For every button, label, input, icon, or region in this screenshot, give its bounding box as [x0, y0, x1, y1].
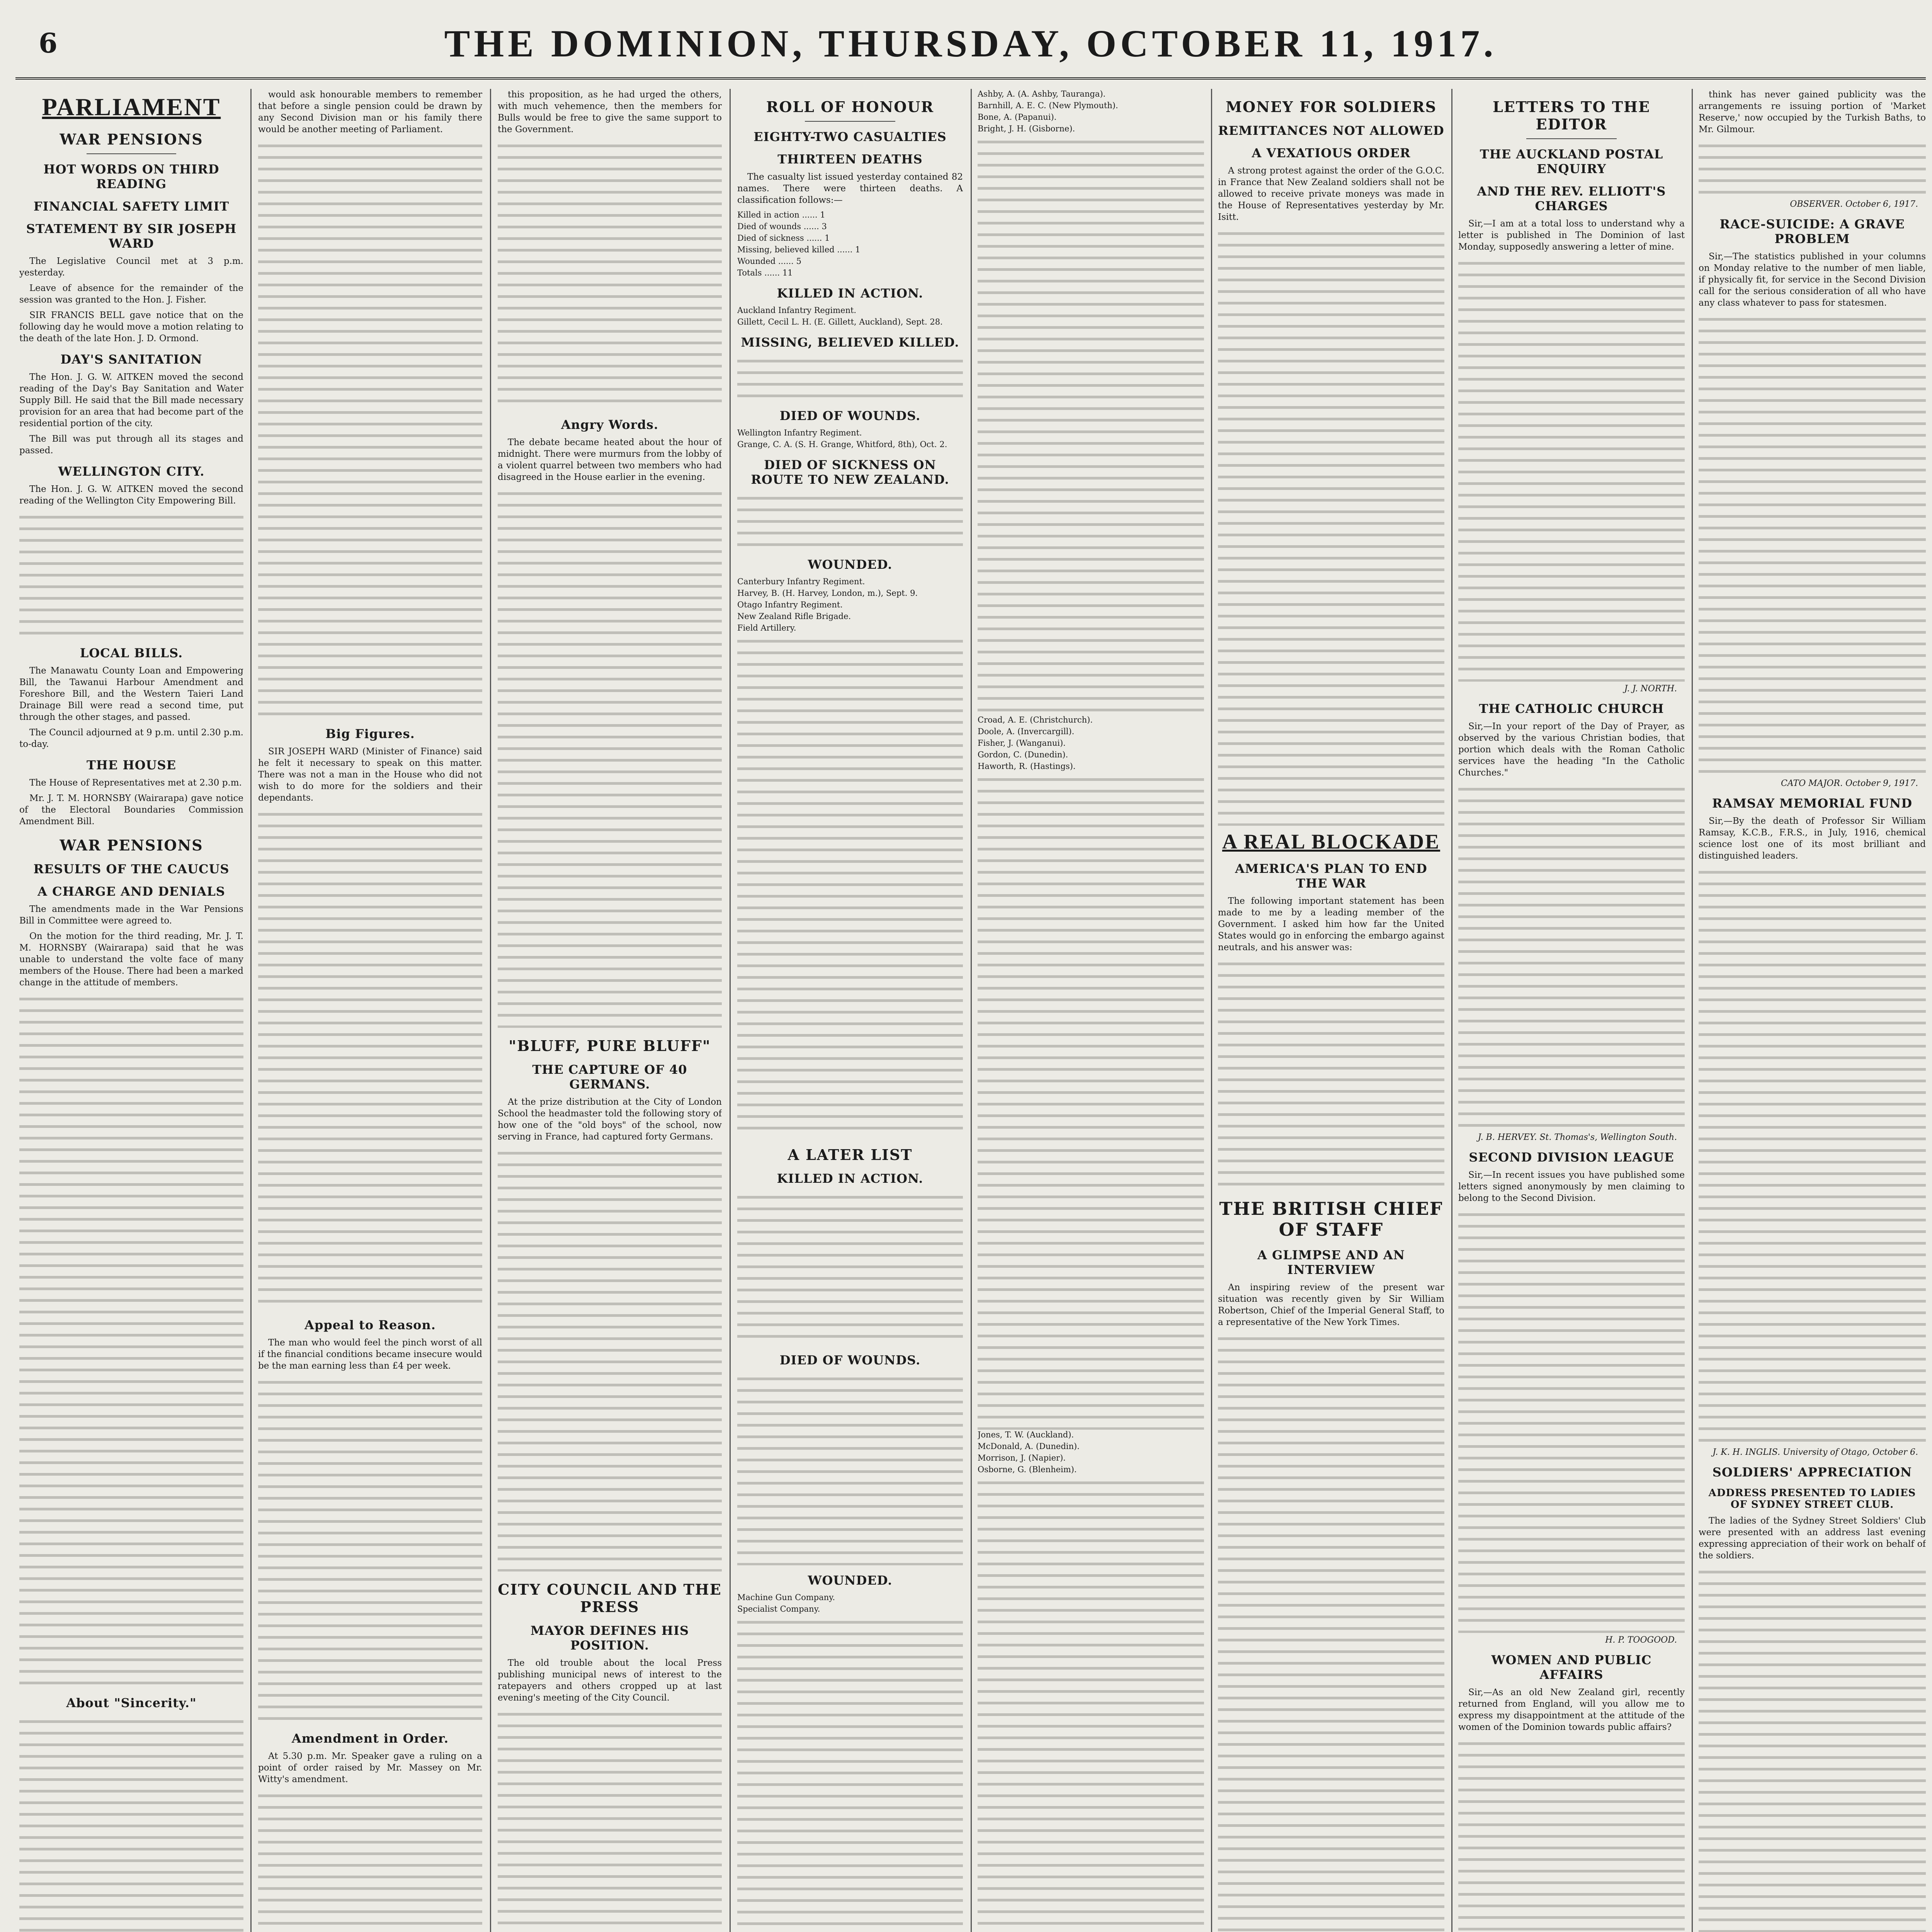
subheadline: WELLINGTON CITY.: [58, 464, 205, 479]
subheadline: Angry Words.: [561, 417, 659, 432]
divider: [87, 153, 176, 154]
letter-paragraph: think has never gained publicity was the arrangements re issuing portion of 'Market Reserve,' now occupied by the Turkish Baths, to Mr. Gilmour.: [1699, 90, 1926, 134]
list-heading: WOUNDED.: [808, 557, 893, 572]
text-block: [498, 487, 722, 1028]
section-heading-parliament: PARLIAMENT: [42, 93, 221, 121]
subheadline: EIGHTY-TWO CASUALTIES: [753, 129, 947, 144]
summary-row: Missing, believed killed ...... 1: [737, 245, 861, 254]
headline-bluff: "BLUFF, PURE BLUFF": [509, 1037, 711, 1054]
summary-row: Died of sickness ...... 1: [737, 233, 830, 243]
signature: H. P. TOOGOOD.: [1605, 1635, 1677, 1645]
text-block: [19, 992, 243, 1688]
list-item: New Zealand Rifle Brigade.: [737, 612, 851, 621]
column-casualty-names: [978, 89, 1204, 1932]
article-paragraph: A strong protest against the order of the G.O.C. in France that New Zealand soldiers shall not be allowed to receive private moneys was made in the House of Representatives yesterday by Mr. Isitt.: [1218, 166, 1444, 222]
letter-paragraph: Sir,—The statistics published in your columns on Monday relative to the number of men liable, if physically fit, for service in the Second Division call for the serious consideration of all who have any class whatever to pass for statesmen.: [1699, 252, 1926, 308]
list-item: Harvey, B. (H. Harvey, London, m.), Sept. 9.: [737, 588, 918, 598]
column-rule: [1211, 89, 1212, 1932]
text-block: [1699, 866, 1926, 1445]
list-item: Barnhill, A. E. C. (New Plymouth).: [978, 101, 1118, 110]
signature: CATO MAJOR. October 9, 1917.: [1781, 779, 1918, 788]
list-heading: KILLED IN ACTION.: [777, 1171, 923, 1186]
column-parliament: [19, 89, 243, 1932]
text-block: [978, 773, 1204, 1430]
text-block: [258, 808, 482, 1310]
signature: OBSERVER. October 6, 1917.: [1790, 199, 1918, 209]
subheadline: DAY'S SANITATION: [60, 352, 202, 367]
subheadline: Appeal to Reason.: [304, 1318, 436, 1332]
article-paragraph: At 5.30 p.m. Mr. Speaker gave a ruling on a point of order raised by Mr. Massey on Mr. Witty's amendment.: [258, 1751, 482, 1784]
column-rule: [1451, 89, 1452, 1932]
column-rule: [250, 89, 252, 1932]
article-paragraph: At the prize distribution at the City of London School the headmaster told the following story of how one of the "old boys" of the school, now serving in France, had captured forty Germans.: [498, 1097, 722, 1142]
text-block: [498, 1146, 722, 1571]
subheadline: THE CAPTURE OF 40 GERMANS.: [532, 1062, 687, 1092]
article-paragraph: this proposition, as he had urged the others, with much vehemence, then the members for Bulls would be free to give the same support to the Government.: [498, 90, 722, 134]
subheadline: WOMEN AND PUBLIC AFFAIRS: [1491, 1653, 1652, 1682]
column-rule: [490, 89, 491, 1932]
headline-war-pensions: WAR PENSIONS: [60, 131, 203, 148]
list-item: Fisher, J. (Wanganui).: [978, 738, 1066, 748]
list-heading: DIED OF WOUNDS.: [779, 1353, 921, 1367]
article-paragraph: The House of Representatives met at 2.30 p.m.: [29, 778, 242, 788]
headline-war-pensions: WAR PENSIONS: [60, 837, 203, 854]
column-letters-to-editor: [1458, 89, 1685, 1932]
text-block: [258, 1376, 482, 1723]
text-block: [258, 1789, 482, 1932]
headline-letters-to-editor: LETTERS TO THE EDITOR: [1493, 98, 1650, 133]
text-block: [737, 1616, 963, 1932]
list-item: Croad, A. E. (Christchurch).: [978, 715, 1093, 724]
list-item: Field Artillery.: [737, 623, 796, 633]
summary-row: Died of wounds ...... 3: [737, 222, 827, 231]
text-block: [1458, 1208, 1685, 1633]
list-item: Auckland Infantry Regiment.: [737, 306, 857, 315]
list-item: Osborne, G. (Blenheim).: [978, 1465, 1077, 1474]
divider: [1526, 138, 1617, 139]
subheadline: Amendment in Order.: [291, 1731, 449, 1746]
text-block: [1218, 957, 1444, 1189]
column-parliament-continued: [258, 89, 482, 1932]
subheadline: RESULTS OF THE CAUCUS: [33, 862, 230, 876]
text-block: [737, 354, 963, 401]
article-paragraph: The Hon. J. G. W. AITKEN moved the second reading of the Day's Bay Sanitation and Water Supply Bill. He said that the Bill made necessary provision for an area that had become part of the residential portion of the city.: [19, 372, 243, 429]
masthead: [15, 8, 1926, 80]
text-block: [978, 1476, 1204, 1932]
list-heading: DIED OF WOUNDS.: [779, 408, 921, 423]
subheadline: SOLDIERS' APPRECIATION: [1712, 1465, 1912, 1480]
article-paragraph: Mr. J. T. M. HORNSBY (Wairarapa) gave notice of the Electoral Boundaries Commission Amendment Bill.: [19, 793, 243, 827]
article-paragraph: The Hon. J. G. W. AITKEN moved the second reading of the Wellington City Empowering Bill.: [19, 484, 243, 506]
subheadline: THIRTEEN DEATHS: [777, 152, 923, 167]
column-roll-of-honour: [737, 89, 963, 1932]
list-item: Gordon, C. (Dunedin).: [978, 750, 1068, 759]
subheadline: A VEXATIOUS ORDER: [1252, 146, 1411, 160]
divider: [805, 121, 895, 122]
subheadline: RAMSAY MEMORIAL FUND: [1712, 796, 1912, 811]
subheadline: RACE-SUICIDE: A GRAVE PROBLEM: [1719, 217, 1905, 246]
letter-paragraph: Sir,—I am at a total loss to understand why a letter is published in The Dominion of last Monday, supposedly answering a letter of mine.: [1458, 219, 1685, 252]
text-block: [1458, 782, 1685, 1130]
subheadline: A CHARGE AND DENIALS: [37, 884, 225, 899]
text-block: [258, 139, 482, 719]
list-item: Machine Gun Company.: [737, 1593, 835, 1602]
headline-roll-of-honour: ROLL OF HONOUR: [766, 98, 934, 116]
list-item: Specialist Company.: [737, 1604, 820, 1614]
text-block: [498, 139, 722, 410]
article-paragraph: Leave of absence for the remainder of the session was granted to the Hon. J. Fisher.: [19, 283, 243, 305]
letter-paragraph: Sir,—In your report of the Day of Prayer, as observed by the various Christian bodies, that portion which deals with the Roman Catholic services have the heading "In the Catholic Churches.": [1458, 721, 1685, 778]
article-paragraph: The Legislative Council met at 3 p.m. yesterday.: [19, 256, 243, 278]
subheadline: Big Figures.: [325, 726, 415, 741]
list-item: Wellington Infantry Regiment.: [737, 428, 862, 437]
text-block: [737, 492, 963, 549]
text-block: [737, 1190, 963, 1345]
text-block: [1218, 1332, 1444, 1932]
article-paragraph: On the motion for the third reading, Mr. J. T. M. HORNSBY (Wairarapa) said that he was unable to understand the volte face of many members of the House. There had been a marked change in the attitude of members.: [19, 931, 243, 988]
subheadline: ADDRESS PRESENTED TO LADIES OF SYDNEY STREET CLUB.: [1708, 1487, 1916, 1510]
column-rule: [971, 89, 972, 1932]
headline-city-council: CITY COUNCIL AND THE PRESS: [498, 1581, 722, 1616]
article-paragraph: The following important statement has been made to me by a leading member of the Government. I asked him how far the United States would go in enforcing the embargo against neutrals, and his answer was:: [1218, 896, 1444, 952]
signature: J. B. HERVEY. St. Thomas's, Wellington South.: [1478, 1133, 1677, 1142]
article-paragraph: The ladies of the Sydney Street Soldiers' Club were presented with an address last evening expressing appreciation of their work on behalf of the soldiers.: [1699, 1516, 1926, 1561]
subheadline: AMERICA'S PLAN TO END THE WAR: [1235, 861, 1427, 891]
list-item: Otago Infantry Regiment.: [737, 600, 843, 609]
article-paragraph: The debate became heated about the hour of midnight. There were murmurs from the lobby of a violent quarrel between two members who had disagreed in the House earlier in the evening.: [498, 437, 722, 482]
subheadline: LOCAL BILLS.: [80, 646, 183, 660]
column-rule: [730, 89, 731, 1932]
list-heading: MISSING, BELIEVED KILLED.: [741, 335, 959, 350]
article-paragraph: The Bill was put through all its stages and passed.: [19, 434, 243, 456]
letter-paragraph: Sir,—In recent issues you have published some letters signed anonymously by men claiming to belong to the Second Division.: [1458, 1170, 1685, 1203]
letter-paragraph: Sir,—As an old New Zealand girl, recently returned from England, will you allow me to express my disappointment at the attitude of the women of the Dominion towards public affairs?: [1458, 1687, 1685, 1732]
text-block: [737, 1372, 963, 1565]
article-paragraph: The Manawatu County Loan and Empowering Bill, the Tawanui Harbour Amendment and Foreshore Bill, and the Western Taieri Land Drainage Bill were read a second time, put through the other stages, and passed.: [19, 666, 243, 722]
casualty-summary-table: [737, 210, 963, 278]
list-heading: KILLED IN ACTION.: [777, 286, 923, 301]
list-item: Gillett, Cecil L. H. (E. Gillett, Auckland), Sept. 28.: [737, 317, 943, 327]
subheadline: MAYOR DEFINES HIS POSITION.: [530, 1623, 689, 1653]
signature: J. K. H. INGLIS. University of Otago, October 6.: [1713, 1447, 1918, 1457]
article-paragraph: The amendments made in the War Pensions Bill in Committee were agreed to.: [19, 904, 243, 926]
text-block: [978, 135, 1204, 715]
article-paragraph: would ask honourable members to remember that before a single pension could be drawn by any Second Division man or his family there would be another meeting of Parliament.: [258, 90, 482, 134]
text-block: [1458, 1737, 1685, 1932]
summary-row: Killed in action ...... 1: [737, 210, 825, 219]
text-block: [1218, 227, 1444, 826]
summary-row: Totals ...... 11: [737, 268, 793, 277]
list-heading: WOUNDED.: [808, 1573, 893, 1588]
list-item: Canterbury Infantry Regiment.: [737, 577, 865, 586]
subheadline: A GLIMPSE AND AN INTERVIEW: [1257, 1248, 1405, 1277]
list-heading: DIED OF SICKNESS ON ROUTE TO NEW ZEALAND.: [751, 457, 949, 487]
list-item: Haworth, R. (Hastings).: [978, 762, 1076, 771]
text-block: [19, 510, 243, 638]
text-block: [1699, 139, 1926, 197]
list-item: Morrison, J. (Napier).: [978, 1453, 1066, 1463]
column-money-for-soldiers: [1218, 89, 1444, 1932]
list-item: Jones, T. W. (Auckland).: [978, 1430, 1074, 1439]
column-news: [498, 89, 722, 1932]
page-number: 6: [39, 27, 58, 59]
text-block: [1458, 257, 1685, 682]
subheadline: About "Sincerity.": [66, 1696, 197, 1710]
subheadline: AND THE REV. ELLIOTT'S CHARGES: [1477, 184, 1666, 213]
text-block: [737, 634, 963, 1137]
subheadline: STATEMENT BY SIR JOSEPH WARD: [26, 221, 237, 251]
list-item: McDonald, A. (Dunedin).: [978, 1442, 1080, 1451]
subheadline: HOT WORDS ON THIRD READING: [43, 162, 219, 191]
headline-later-list: A LATER LIST: [787, 1146, 913, 1163]
list-item: Ashby, A. (A. Ashby, Tauranga).: [978, 89, 1106, 99]
headline-chief-of-staff: THE BRITISH CHIEF OF STAFF: [1219, 1198, 1443, 1240]
article-paragraph: SIR FRANCIS BELL gave notice that on the following day he would move a motion relating to the death of the late Hon. J. D. Ormond.: [19, 310, 243, 344]
newspaper-dateline: THE DOMINION, THURSDAY, OCTOBER 11, 1917.: [444, 22, 1497, 65]
article-paragraph: The casualty list issued yesterday contained 82 names. There were thirteen deaths. A classification follows:—: [737, 172, 963, 205]
headline-real-blockade: A REAL BLOCKADE: [1222, 830, 1440, 853]
summary-row: Wounded ...... 5: [737, 257, 801, 266]
article-paragraph: An inspiring review of the present war situation was recently given by Sir William Robertson, Chief of the Imperial General Staff, to a representative of the New York Times.: [1218, 1282, 1444, 1327]
article-paragraph: The old trouble about the local Press publishing municipal news of interest to the ratepayers and others cropped up at last evening's meeting of the City Council.: [498, 1658, 722, 1703]
list-item: Doole, A. (Invercargill).: [978, 727, 1075, 736]
text-block: [1699, 313, 1926, 776]
subheadline: FINANCIAL SAFETY LIMIT: [33, 199, 230, 214]
text-block: [1699, 1565, 1926, 1932]
signature: J. J. NORTH.: [1624, 684, 1677, 694]
headline-money-for-soldiers: MONEY FOR SOLDIERS: [1225, 98, 1437, 116]
article-paragraph: SIR JOSEPH WARD (Minister of Finance) said he felt it necessary to speak on this matter. There was not a man in the House who did not wish to do more for the soldiers and their dependants.: [258, 747, 482, 803]
article-paragraph: The Council adjourned at 9 p.m. until 2.30 p.m. to-day.: [19, 728, 243, 749]
article-paragraph: The man who would feel the pinch worst of all if the financial conditions became insecure would be the man earning less than £4 per week.: [258, 1338, 482, 1371]
column-correspondence: [1699, 89, 1926, 1932]
column-rule: [1692, 89, 1693, 1932]
subheadline: THE AUCKLAND POSTAL ENQUIRY: [1480, 147, 1663, 176]
subheadline: THE CATHOLIC CHURCH: [1479, 701, 1664, 716]
list-item: Bone, A. (Papanui).: [978, 112, 1057, 122]
subheadline: REMITTANCES NOT ALLOWED: [1218, 123, 1444, 138]
list-item: Bright, J. H. (Gisborne).: [978, 124, 1075, 133]
list-item: Grange, C. A. (S. H. Grange, Whitford, 8th), Oct. 2.: [737, 440, 947, 449]
letter-paragraph: Sir,—By the death of Professor Sir William Ramsay, K.C.B., F.R.S., in July, 1916, chemical science lost one of its most brilliant and distinguished leaders.: [1699, 816, 1926, 861]
text-block: [498, 1708, 722, 1932]
subheadline: SECOND DIVISION LEAGUE: [1469, 1150, 1674, 1165]
subheadline: THE HOUSE: [86, 758, 177, 772]
text-block: [19, 1715, 243, 1932]
